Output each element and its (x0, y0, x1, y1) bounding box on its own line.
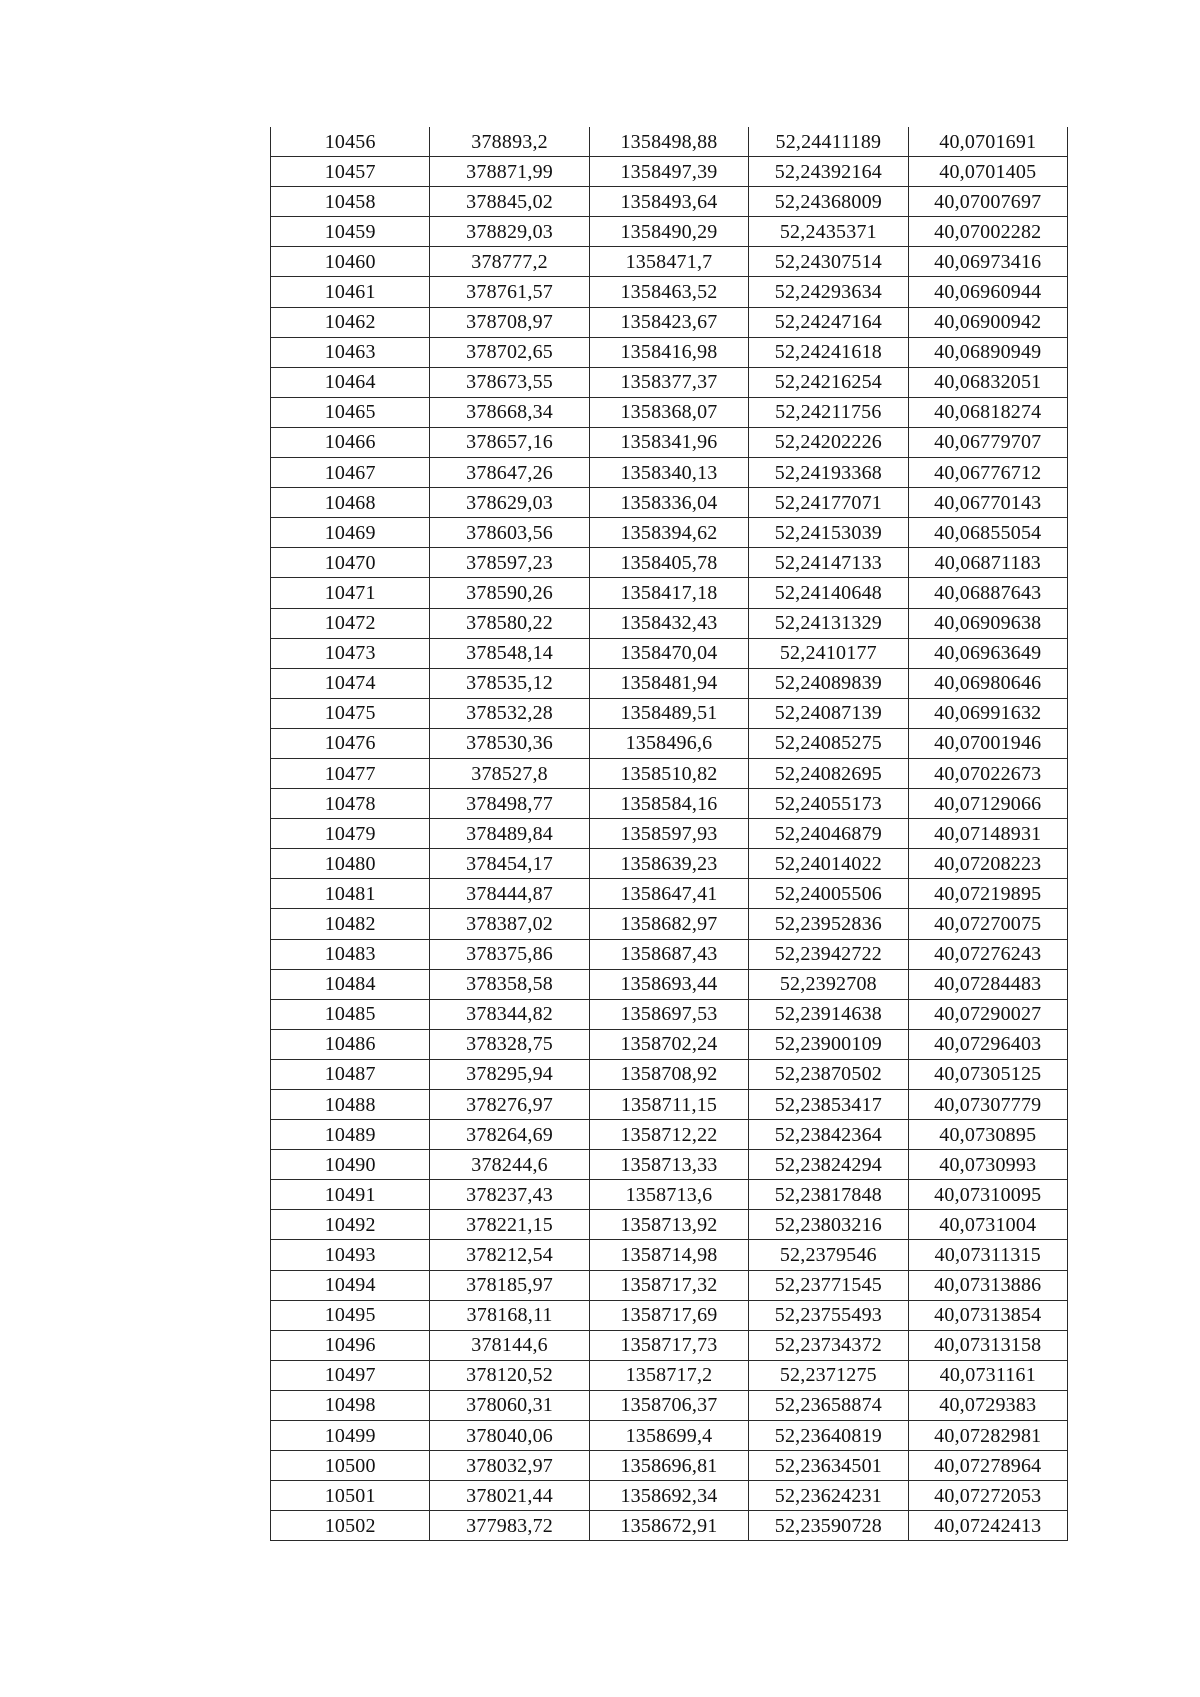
longitude-cell: 40,06776712 (908, 458, 1067, 488)
longitude-cell: 40,07022673 (908, 758, 1067, 788)
latitude-cell: 52,23842364 (749, 1120, 908, 1150)
table-row (271, 1421, 1068, 1451)
y-coordinate-cell: 1358597,93 (589, 819, 748, 849)
longitude-cell: 40,0701691 (908, 127, 1067, 157)
longitude-cell: 40,06818274 (908, 397, 1067, 427)
longitude-cell: 40,06770143 (908, 488, 1067, 518)
latitude-cell: 52,24055173 (749, 789, 908, 819)
x-coordinate-cell: 378032,97 (430, 1451, 589, 1481)
x-coordinate-cell: 378212,54 (430, 1240, 589, 1270)
latitude-cell: 52,24131329 (749, 608, 908, 638)
latitude-cell: 52,23824294 (749, 1150, 908, 1180)
longitude-cell: 40,07282981 (908, 1421, 1067, 1451)
latitude-cell: 52,23803216 (749, 1210, 908, 1240)
point-number-cell: 10500 (271, 1451, 430, 1481)
x-coordinate-cell: 378444,87 (430, 879, 589, 909)
table-row (271, 698, 1068, 728)
point-number-cell: 10472 (271, 608, 430, 638)
table-row (271, 608, 1068, 638)
latitude-cell: 52,23771545 (749, 1270, 908, 1300)
x-coordinate-cell: 377983,72 (430, 1511, 589, 1541)
latitude-cell: 52,23853417 (749, 1090, 908, 1120)
y-coordinate-cell: 1358417,18 (589, 578, 748, 608)
longitude-cell: 40,06871183 (908, 548, 1067, 578)
latitude-cell: 52,24368009 (749, 187, 908, 217)
longitude-cell: 40,07007697 (908, 187, 1067, 217)
latitude-cell: 52,23817848 (749, 1180, 908, 1210)
latitude-cell: 52,24046879 (749, 819, 908, 849)
coordinates-table (270, 127, 1068, 1541)
y-coordinate-cell: 1358471,7 (589, 247, 748, 277)
longitude-cell: 40,06960944 (908, 277, 1067, 307)
latitude-cell: 52,24177071 (749, 488, 908, 518)
table-row (271, 157, 1068, 187)
y-coordinate-cell: 1358416,98 (589, 337, 748, 367)
latitude-cell: 52,24140648 (749, 578, 908, 608)
latitude-cell: 52,24293634 (749, 277, 908, 307)
longitude-cell: 40,07148931 (908, 819, 1067, 849)
y-coordinate-cell: 1358377,37 (589, 367, 748, 397)
latitude-cell: 52,23900109 (749, 1029, 908, 1059)
y-coordinate-cell: 1358496,6 (589, 728, 748, 758)
point-number-cell: 10469 (271, 518, 430, 548)
point-number-cell: 10465 (271, 397, 430, 427)
y-coordinate-cell: 1358697,53 (589, 999, 748, 1029)
table-row (271, 1150, 1068, 1180)
longitude-cell: 40,06909638 (908, 608, 1067, 638)
latitude-cell: 52,23590728 (749, 1511, 908, 1541)
x-coordinate-cell: 378647,26 (430, 458, 589, 488)
point-number-cell: 10481 (271, 879, 430, 909)
latitude-cell: 52,2435371 (749, 217, 908, 247)
longitude-cell: 40,06832051 (908, 367, 1067, 397)
point-number-cell: 10456 (271, 127, 430, 157)
x-coordinate-cell: 378498,77 (430, 789, 589, 819)
longitude-cell: 40,06963649 (908, 638, 1067, 668)
table-row (271, 1059, 1068, 1089)
x-coordinate-cell: 378144,6 (430, 1330, 589, 1360)
longitude-cell: 40,07307779 (908, 1090, 1067, 1120)
longitude-cell: 40,0731161 (908, 1360, 1067, 1390)
longitude-cell: 40,07272053 (908, 1481, 1067, 1511)
y-coordinate-cell: 1358713,6 (589, 1180, 748, 1210)
point-number-cell: 10483 (271, 939, 430, 969)
latitude-cell: 52,24087139 (749, 698, 908, 728)
y-coordinate-cell: 1358717,73 (589, 1330, 748, 1360)
longitude-cell: 40,07313158 (908, 1330, 1067, 1360)
x-coordinate-cell: 378276,97 (430, 1090, 589, 1120)
x-coordinate-cell: 378040,06 (430, 1421, 589, 1451)
y-coordinate-cell: 1358693,44 (589, 969, 748, 999)
point-number-cell: 10463 (271, 337, 430, 367)
table-row (271, 1090, 1068, 1120)
longitude-cell: 40,06991632 (908, 698, 1067, 728)
longitude-cell: 40,07002282 (908, 217, 1067, 247)
table-row (271, 1029, 1068, 1059)
table-row (271, 849, 1068, 879)
x-coordinate-cell: 378702,65 (430, 337, 589, 367)
y-coordinate-cell: 1358708,92 (589, 1059, 748, 1089)
longitude-cell: 40,07001946 (908, 728, 1067, 758)
latitude-cell: 52,24193368 (749, 458, 908, 488)
y-coordinate-cell: 1358717,69 (589, 1300, 748, 1330)
point-number-cell: 10491 (271, 1180, 430, 1210)
table-row (271, 1120, 1068, 1150)
longitude-cell: 40,07208223 (908, 849, 1067, 879)
table-row (271, 638, 1068, 668)
point-number-cell: 10485 (271, 999, 430, 1029)
table-row (271, 758, 1068, 788)
y-coordinate-cell: 1358497,39 (589, 157, 748, 187)
table-row (271, 879, 1068, 909)
x-coordinate-cell: 378185,97 (430, 1270, 589, 1300)
point-number-cell: 10488 (271, 1090, 430, 1120)
table-row (271, 277, 1068, 307)
latitude-cell: 52,24211756 (749, 397, 908, 427)
table-row (271, 337, 1068, 367)
x-coordinate-cell: 378489,84 (430, 819, 589, 849)
point-number-cell: 10476 (271, 728, 430, 758)
longitude-cell: 40,06890949 (908, 337, 1067, 367)
point-number-cell: 10474 (271, 668, 430, 698)
y-coordinate-cell: 1358714,98 (589, 1240, 748, 1270)
x-coordinate-cell: 378777,2 (430, 247, 589, 277)
longitude-cell: 40,0701405 (908, 157, 1067, 187)
point-number-cell: 10499 (271, 1421, 430, 1451)
latitude-cell: 52,24307514 (749, 247, 908, 277)
longitude-cell: 40,07310095 (908, 1180, 1067, 1210)
longitude-cell: 40,07278964 (908, 1451, 1067, 1481)
point-number-cell: 10489 (271, 1120, 430, 1150)
y-coordinate-cell: 1358682,97 (589, 909, 748, 939)
point-number-cell: 10468 (271, 488, 430, 518)
point-number-cell: 10464 (271, 367, 430, 397)
table-row (271, 1300, 1068, 1330)
table-row (271, 307, 1068, 337)
y-coordinate-cell: 1358498,88 (589, 127, 748, 157)
y-coordinate-cell: 1358368,07 (589, 397, 748, 427)
table-row (271, 427, 1068, 457)
y-coordinate-cell: 1358702,24 (589, 1029, 748, 1059)
x-coordinate-cell: 378708,97 (430, 307, 589, 337)
point-number-cell: 10501 (271, 1481, 430, 1511)
latitude-cell: 52,24411189 (749, 127, 908, 157)
y-coordinate-cell: 1358696,81 (589, 1451, 748, 1481)
y-coordinate-cell: 1358712,22 (589, 1120, 748, 1150)
longitude-cell: 40,06973416 (908, 247, 1067, 277)
y-coordinate-cell: 1358647,41 (589, 879, 748, 909)
x-coordinate-cell: 378893,2 (430, 127, 589, 157)
point-number-cell: 10484 (271, 969, 430, 999)
y-coordinate-cell: 1358717,2 (589, 1360, 748, 1390)
y-coordinate-cell: 1358340,13 (589, 458, 748, 488)
x-coordinate-cell: 378344,82 (430, 999, 589, 1029)
longitude-cell: 40,07296403 (908, 1029, 1067, 1059)
x-coordinate-cell: 378358,58 (430, 969, 589, 999)
latitude-cell: 52,23624231 (749, 1481, 908, 1511)
y-coordinate-cell: 1358713,92 (589, 1210, 748, 1240)
latitude-cell: 52,24247164 (749, 307, 908, 337)
table-row (271, 999, 1068, 1029)
table-row (271, 548, 1068, 578)
x-coordinate-cell: 378590,26 (430, 578, 589, 608)
point-number-cell: 10471 (271, 578, 430, 608)
table-row (271, 939, 1068, 969)
point-number-cell: 10492 (271, 1210, 430, 1240)
point-number-cell: 10497 (271, 1360, 430, 1390)
longitude-cell: 40,07219895 (908, 879, 1067, 909)
point-number-cell: 10495 (271, 1300, 430, 1330)
latitude-cell: 52,23658874 (749, 1390, 908, 1420)
longitude-cell: 40,07290027 (908, 999, 1067, 1029)
x-coordinate-cell: 378060,31 (430, 1390, 589, 1420)
point-number-cell: 10461 (271, 277, 430, 307)
y-coordinate-cell: 1358405,78 (589, 548, 748, 578)
table-row (271, 187, 1068, 217)
x-coordinate-cell: 378264,69 (430, 1120, 589, 1150)
table-row (271, 1481, 1068, 1511)
point-number-cell: 10498 (271, 1390, 430, 1420)
point-number-cell: 10482 (271, 909, 430, 939)
point-number-cell: 10502 (271, 1511, 430, 1541)
table-row (271, 728, 1068, 758)
x-coordinate-cell: 378295,94 (430, 1059, 589, 1089)
latitude-cell: 52,2379546 (749, 1240, 908, 1270)
latitude-cell: 52,23870502 (749, 1059, 908, 1089)
x-coordinate-cell: 378673,55 (430, 367, 589, 397)
longitude-cell: 40,0731004 (908, 1210, 1067, 1240)
table-row (271, 969, 1068, 999)
y-coordinate-cell: 1358639,23 (589, 849, 748, 879)
x-coordinate-cell: 378761,57 (430, 277, 589, 307)
table-body (271, 127, 1068, 1541)
point-number-cell: 10478 (271, 789, 430, 819)
point-number-cell: 10494 (271, 1270, 430, 1300)
longitude-cell: 40,07311315 (908, 1240, 1067, 1270)
y-coordinate-cell: 1358489,51 (589, 698, 748, 728)
x-coordinate-cell: 378527,8 (430, 758, 589, 788)
longitude-cell: 40,0730895 (908, 1120, 1067, 1150)
x-coordinate-cell: 378657,16 (430, 427, 589, 457)
table-row (271, 1180, 1068, 1210)
x-coordinate-cell: 378603,56 (430, 518, 589, 548)
x-coordinate-cell: 378168,11 (430, 1300, 589, 1330)
table-row (271, 1451, 1068, 1481)
latitude-cell: 52,24392164 (749, 157, 908, 187)
latitude-cell: 52,24089839 (749, 668, 908, 698)
x-coordinate-cell: 378548,14 (430, 638, 589, 668)
x-coordinate-cell: 378597,23 (430, 548, 589, 578)
y-coordinate-cell: 1358336,04 (589, 488, 748, 518)
longitude-cell: 40,06887643 (908, 578, 1067, 608)
y-coordinate-cell: 1358470,04 (589, 638, 748, 668)
latitude-cell: 52,2410177 (749, 638, 908, 668)
x-coordinate-cell: 378535,12 (430, 668, 589, 698)
table-row (271, 819, 1068, 849)
y-coordinate-cell: 1358687,43 (589, 939, 748, 969)
y-coordinate-cell: 1358510,82 (589, 758, 748, 788)
longitude-cell: 40,07284483 (908, 969, 1067, 999)
point-number-cell: 10480 (271, 849, 430, 879)
point-number-cell: 10467 (271, 458, 430, 488)
latitude-cell: 52,23734372 (749, 1330, 908, 1360)
latitude-cell: 52,23755493 (749, 1300, 908, 1330)
y-coordinate-cell: 1358423,67 (589, 307, 748, 337)
y-coordinate-cell: 1358341,96 (589, 427, 748, 457)
x-coordinate-cell: 378328,75 (430, 1029, 589, 1059)
point-number-cell: 10459 (271, 217, 430, 247)
longitude-cell: 40,0730993 (908, 1150, 1067, 1180)
y-coordinate-cell: 1358481,94 (589, 668, 748, 698)
latitude-cell: 52,23952836 (749, 909, 908, 939)
latitude-cell: 52,2371275 (749, 1360, 908, 1390)
latitude-cell: 52,23942722 (749, 939, 908, 969)
latitude-cell: 52,24014022 (749, 849, 908, 879)
y-coordinate-cell: 1358463,52 (589, 277, 748, 307)
point-number-cell: 10475 (271, 698, 430, 728)
table-row (271, 518, 1068, 548)
x-coordinate-cell: 378375,86 (430, 939, 589, 969)
table-row (271, 1240, 1068, 1270)
point-number-cell: 10496 (271, 1330, 430, 1360)
point-number-cell: 10490 (271, 1150, 430, 1180)
point-number-cell: 10486 (271, 1029, 430, 1059)
table-row (271, 1360, 1068, 1390)
longitude-cell: 40,07305125 (908, 1059, 1067, 1089)
table-row (271, 247, 1068, 277)
table-row (271, 488, 1068, 518)
table-row (271, 1270, 1068, 1300)
y-coordinate-cell: 1358717,32 (589, 1270, 748, 1300)
point-number-cell: 10473 (271, 638, 430, 668)
x-coordinate-cell: 378120,52 (430, 1360, 589, 1390)
x-coordinate-cell: 378871,99 (430, 157, 589, 187)
longitude-cell: 40,07270075 (908, 909, 1067, 939)
point-number-cell: 10493 (271, 1240, 430, 1270)
y-coordinate-cell: 1358584,16 (589, 789, 748, 819)
table-row (271, 1511, 1068, 1541)
table-row (271, 789, 1068, 819)
latitude-cell: 52,23634501 (749, 1451, 908, 1481)
table-row (271, 397, 1068, 427)
x-coordinate-cell: 378532,28 (430, 698, 589, 728)
longitude-cell: 40,07276243 (908, 939, 1067, 969)
point-number-cell: 10479 (271, 819, 430, 849)
table-row (271, 127, 1068, 157)
x-coordinate-cell: 378221,15 (430, 1210, 589, 1240)
x-coordinate-cell: 378668,34 (430, 397, 589, 427)
latitude-cell: 52,24005506 (749, 879, 908, 909)
y-coordinate-cell: 1358432,43 (589, 608, 748, 638)
x-coordinate-cell: 378580,22 (430, 608, 589, 638)
x-coordinate-cell: 378237,43 (430, 1180, 589, 1210)
longitude-cell: 40,06855054 (908, 518, 1067, 548)
y-coordinate-cell: 1358394,62 (589, 518, 748, 548)
latitude-cell: 52,24153039 (749, 518, 908, 548)
table-row (271, 909, 1068, 939)
table-row (271, 668, 1068, 698)
x-coordinate-cell: 378454,17 (430, 849, 589, 879)
latitude-cell: 52,24085275 (749, 728, 908, 758)
table-row (271, 1330, 1068, 1360)
x-coordinate-cell: 378244,6 (430, 1150, 589, 1180)
latitude-cell: 52,24147133 (749, 548, 908, 578)
table-row (271, 217, 1068, 247)
point-number-cell: 10462 (271, 307, 430, 337)
table-row (271, 1210, 1068, 1240)
latitude-cell: 52,23640819 (749, 1421, 908, 1451)
longitude-cell: 40,0729383 (908, 1390, 1067, 1420)
table-row (271, 367, 1068, 397)
latitude-cell: 52,24082695 (749, 758, 908, 788)
y-coordinate-cell: 1358706,37 (589, 1390, 748, 1420)
latitude-cell: 52,24241618 (749, 337, 908, 367)
point-number-cell: 10477 (271, 758, 430, 788)
point-number-cell: 10458 (271, 187, 430, 217)
y-coordinate-cell: 1358692,34 (589, 1481, 748, 1511)
longitude-cell: 40,07313854 (908, 1300, 1067, 1330)
latitude-cell: 52,2392708 (749, 969, 908, 999)
x-coordinate-cell: 378530,36 (430, 728, 589, 758)
point-number-cell: 10466 (271, 427, 430, 457)
point-number-cell: 10460 (271, 247, 430, 277)
table-row (271, 578, 1068, 608)
longitude-cell: 40,07242413 (908, 1511, 1067, 1541)
y-coordinate-cell: 1358699,4 (589, 1421, 748, 1451)
latitude-cell: 52,23914638 (749, 999, 908, 1029)
x-coordinate-cell: 378845,02 (430, 187, 589, 217)
x-coordinate-cell: 378021,44 (430, 1481, 589, 1511)
longitude-cell: 40,06980646 (908, 668, 1067, 698)
point-number-cell: 10487 (271, 1059, 430, 1089)
point-number-cell: 10470 (271, 548, 430, 578)
table-row (271, 458, 1068, 488)
latitude-cell: 52,24202226 (749, 427, 908, 457)
latitude-cell: 52,24216254 (749, 367, 908, 397)
y-coordinate-cell: 1358493,64 (589, 187, 748, 217)
y-coordinate-cell: 1358490,29 (589, 217, 748, 247)
x-coordinate-cell: 378829,03 (430, 217, 589, 247)
y-coordinate-cell: 1358711,15 (589, 1090, 748, 1120)
point-number-cell: 10457 (271, 157, 430, 187)
x-coordinate-cell: 378387,02 (430, 909, 589, 939)
y-coordinate-cell: 1358713,33 (589, 1150, 748, 1180)
longitude-cell: 40,07313886 (908, 1270, 1067, 1300)
longitude-cell: 40,06779707 (908, 427, 1067, 457)
table-row (271, 1390, 1068, 1420)
longitude-cell: 40,06900942 (908, 307, 1067, 337)
x-coordinate-cell: 378629,03 (430, 488, 589, 518)
y-coordinate-cell: 1358672,91 (589, 1511, 748, 1541)
longitude-cell: 40,07129066 (908, 789, 1067, 819)
